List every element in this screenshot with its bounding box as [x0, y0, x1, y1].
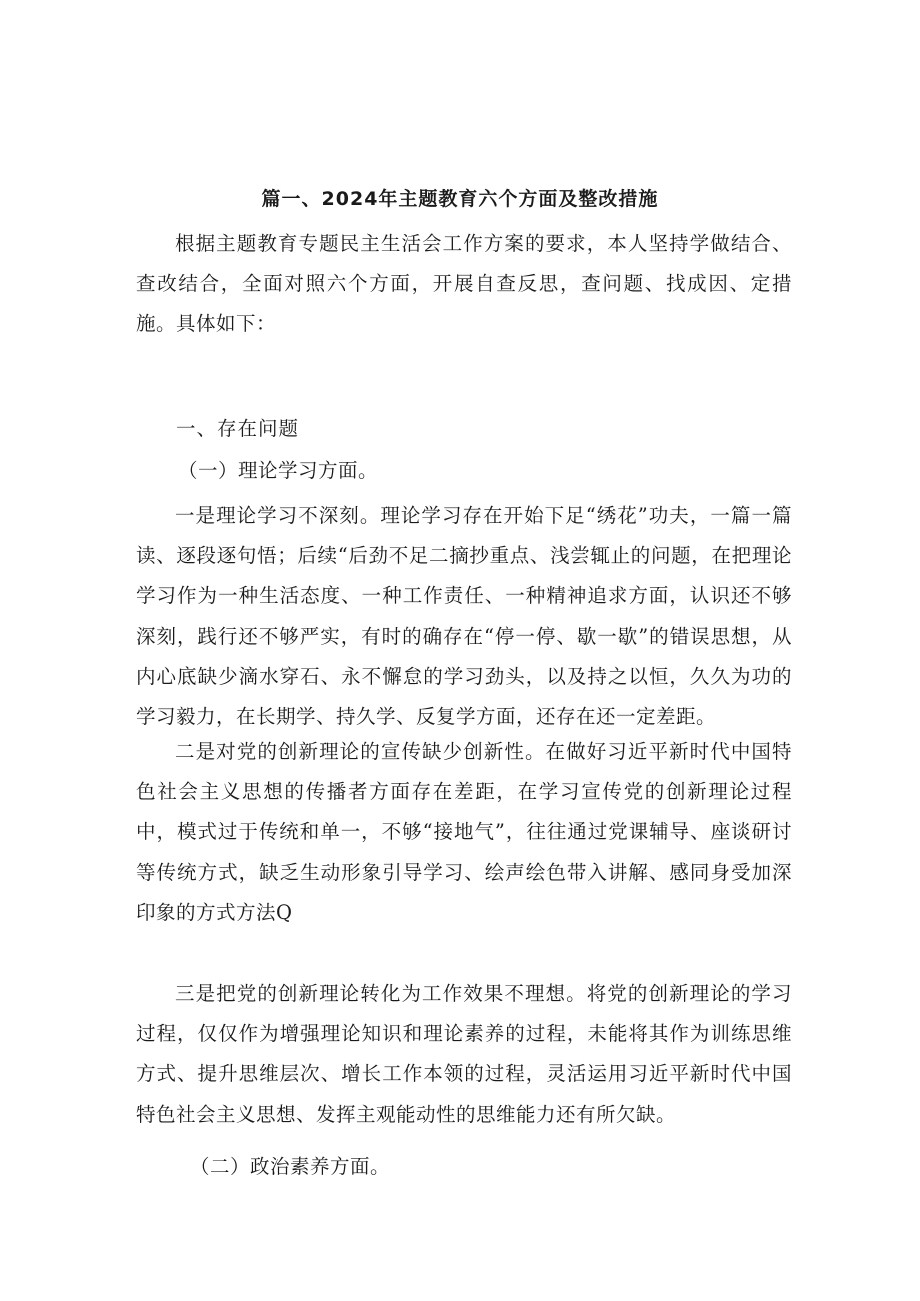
document-title: 篇一、2024年主题教育六个方面及整改措施 [261, 188, 659, 210]
subsection-heading-political-quality: （二）政治素养方面。 [190, 1155, 391, 1178]
paragraph-3: 三是把党的创新理论转化为工作效果不理想。将党的创新理论的学习过程，仅仅作为增强理论知识和理论素养的过程，未能将其作为训练思维方式、提升思维层次、增长工作本领的过程，灵活运用习近平新时代中国特色社会主义思想、发挥主观能动性的思维能力还有所欠缺。 [136, 982, 792, 1126]
intro-block [136, 224, 792, 345]
section-heading-problems: 一、存在问题 [176, 417, 300, 440]
intro-paragraph: 根据主题教育专题民主生活会工作方案的要求，本人坚持学做结合、查改结合，全面对照六个方面，开展自查反思，查问题、找成因、定措施。具体如下： [136, 232, 792, 336]
paragraph-block-3 [136, 974, 792, 1135]
subsection-heading-theory-study: （一）理论学习方面。 [178, 459, 379, 482]
paragraph-block-2 [136, 732, 792, 933]
paragraph-2: 二是对党的创新理论的宣传缺少创新性。在做好习近平新时代中国特色社会主义思想的传播者方面存在差距，在学习宣传党的创新理论过程中，模式过于传统和单一，不够“接地气”，往往通过党课辅导、座谈研讨等传统方式，缺乏生动形象引导学习、绘声绘色带入讲解、感同身受加深印象的方式方法Q [136, 740, 792, 924]
paragraph-1: 一是理论学习不深刻。理论学习存在开始下足“绣花”功夫，一篇一篇读、逐段逐句悟；后续“后劲不足二摘抄重点、浅尝辄止的问题，在把理论学习作为一种生活态度、一种工作责任、一种精神追求方面，认识还不够深刻，践行还不够严实，有时的确存在“停一停、歇一歇”的错误思想，从内心底缺少滴水穿石、永不懈怠的学习劲头，以及持之以恒，久久为功的学习毅力，在长期学、持久学、反复学方面，还存在还一定差距。 [136, 504, 792, 729]
paragraph-block-1 [136, 496, 792, 737]
